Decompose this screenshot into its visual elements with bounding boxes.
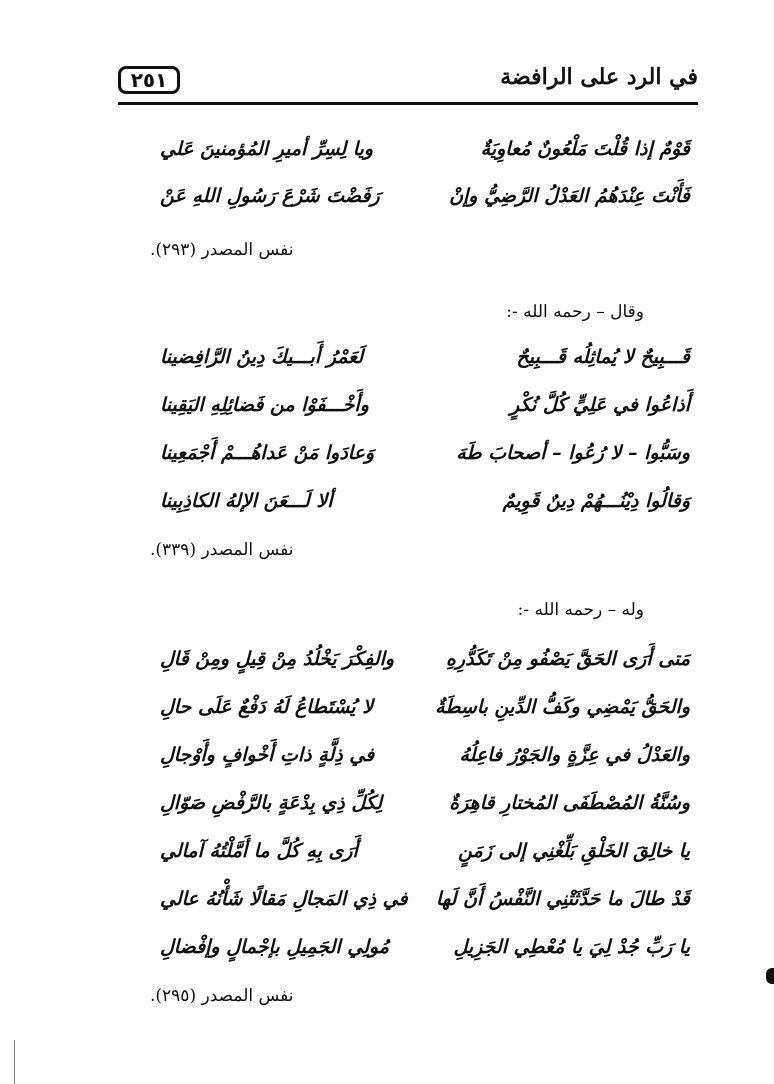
verse-line [150,442,690,478]
verse-first-hemistich: يا رَبِّ جُدْ لِيَ يا مُعْطِي الجَزِيلِ [453,936,690,958]
page-number: ٢٥١ [118,66,180,94]
verse-line [150,888,690,924]
verse-line [150,792,690,828]
verse-first-hemistich: وسُنَّةُ المُصْطَفَى المُختارِ قاهِرَةٌ [449,792,690,814]
verse-second-hemistich: مُولِي الجَمِيلِ بإجْمالٍ وإفْضالِ [160,936,389,958]
verse-second-hemistich: لِكُلِّ ذِي بِدْعَةٍ بالرَّفْضِ صَوّالِ [160,792,382,814]
verse-second-hemistich: في ذِلَّةٍ ذاتِ أَخْوافٍ وأَوْجالِ [160,744,375,766]
verse-first-hemistich: وَقالُوا دِيْنُـــهُمْ دِينٌ قَوِيمٌ [502,490,690,512]
verse-line [150,840,690,876]
running-title: في الرد على الرافضة [500,64,698,90]
verse-first-hemistich: أَذاعُوا في عَلِيٍّ كُلَّ نُكْرٍ [510,394,690,416]
scan-edge-mark [766,968,774,984]
verse-first-hemistich: قَـــبِيحٌ لا يُماثِلُه قَـــبِيحٌ [516,346,690,368]
page-header [118,62,698,106]
verse-line [150,490,690,526]
verse-second-hemistich: والفِكْرَ يَخْلُدُ مِنْ قِيلٍ ومِنْ قَالِ [160,648,395,670]
scan-margin-line [14,1040,15,1084]
source-citation: نفس المصدر (٢٩٣). [150,240,294,260]
verse-second-hemistich: لَعَمْرُ أَبـــيكَ دِينُ الرَّافِضينا [160,346,364,368]
verse-first-hemistich: قَدْ طالَ ما حَدَّثَتْنِي النَّفْسُ أَنَّ لَها [436,888,690,910]
verse-second-hemistich: أَرَى بِهِ كُلَّ ما أَمَّلْتُهُ آمالي [160,840,358,862]
verse-second-hemistich: في ذِي المَجالِ مَقالًا شَأْنُهُ عالي [160,888,408,910]
verse-second-hemistich: ويا لِسِرِّ أميرِ المُؤمنينَ عَلي [160,138,374,160]
verse-line [150,394,690,430]
verse-first-hemistich: وسَبُّوا – لا رُعُوا – أصحابَ طَهَ [456,442,690,464]
verse-line [150,138,690,174]
verse-second-hemistich: وأَخْـــفَوْا من فَضائِلِهِ اليَقِينا [160,394,369,416]
source-citation: نفس المصدر (٢٩٥). [150,986,294,1006]
verse-second-hemistich: وَعادَوا مَنْ عَداهُـــمْ أَجْمَعِينا [160,442,375,464]
verse-first-hemistich: مَتى أَرَى الحَقَّ يَصْفُو مِنْ تَكَدُّرِهِ [445,648,690,670]
verse-line [150,648,690,684]
verse-first-hemistich: قَوْمٌ إذا قُلْتَ مَلْعُونٌ مُعاوِيَةٌ [480,138,690,160]
verse-line [150,744,690,780]
section-intro: وله – رحمه الله -: [517,600,644,620]
verse-first-hemistich: والحَقُّ يَمْضِي وكَفُّ الدِّينِ باسِطَةٌ [435,696,690,718]
verse-first-hemistich: يا خالِقَ الخَلْقِ بَلِّغْنِي إلى زَمَنٍ [458,840,690,862]
verse-second-hemistich: لا يُسْتَطاعُ لَهُ دَفْعٌ عَلَى حالِ [160,696,374,718]
verse-first-hemistich: والعَدْلُ في عِزَّةٍ والجَوْرُ فاعِلُهُ [459,744,690,766]
verse-line [150,346,690,382]
verse-first-hemistich: فَأَنْتَ عِنْدَهُمُ العَدْلُ الرَّضِيُّ وإنْ [449,185,690,207]
verse-line [150,185,690,221]
header-rule [118,102,698,105]
source-citation: نفس المصدر (٣٣٩). [150,540,294,560]
section-intro: وقال – رحمه الله -: [506,302,644,322]
verse-line [150,936,690,972]
verse-second-hemistich: رَفَضْتَ شَرْعَ رَسُولِ اللهِ عَنْ [160,185,380,207]
verse-line [150,696,690,732]
verse-second-hemistich: ألا لَـــعَنَ الإلهُ الكاذِبِينا [160,490,333,512]
